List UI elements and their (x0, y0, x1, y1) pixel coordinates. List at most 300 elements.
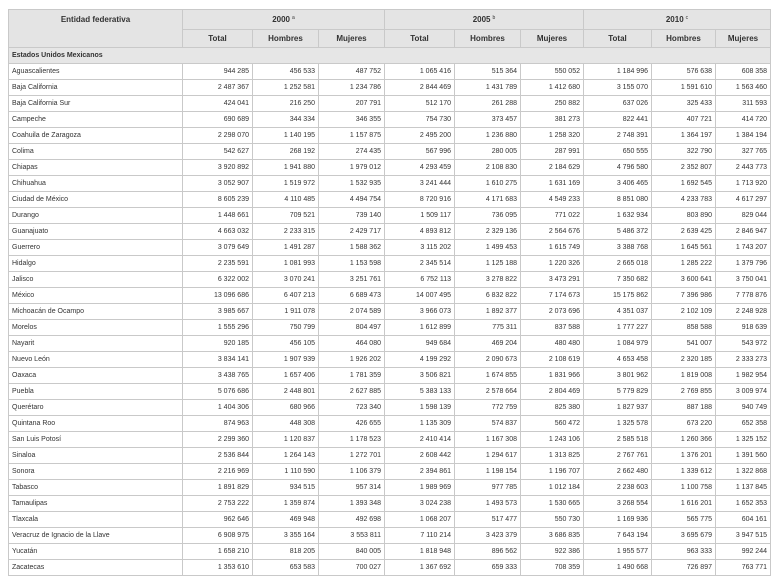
table-row (9, 176, 771, 192)
population-cell: 922 386 (521, 544, 584, 560)
population-cell: 1 065 416 (385, 64, 455, 80)
population-cell: 2 585 518 (584, 432, 652, 448)
population-cell: 1 657 406 (253, 368, 319, 384)
population-cell: 1 610 275 (455, 176, 521, 192)
table-row (9, 80, 771, 96)
population-cell: 2 627 885 (319, 384, 385, 400)
population-cell: 517 477 (455, 512, 521, 528)
population-cell: 818 205 (253, 544, 319, 560)
population-cell: 207 791 (319, 96, 385, 112)
year-note: b (492, 15, 496, 21)
table-row (9, 112, 771, 128)
population-cell: 1 110 590 (253, 464, 319, 480)
population-cell: 2 184 629 (521, 160, 584, 176)
table-row (9, 352, 771, 368)
population-cell: 1 652 353 (716, 496, 771, 512)
state-name: Tamaulipas (9, 496, 183, 512)
population-cell: 1 431 789 (455, 80, 521, 96)
state-name: Tlaxcala (9, 512, 183, 528)
population-cell: 14 007 495 (385, 288, 455, 304)
state-name: Campeche (9, 112, 183, 128)
population-cell: 560 472 (521, 416, 584, 432)
population-cell: 1 294 617 (455, 448, 521, 464)
population-cell: 1 827 937 (584, 400, 652, 416)
population-cell: 515 364 (455, 64, 521, 80)
population-cell: 1 272 701 (319, 448, 385, 464)
population-cell: 426 655 (319, 416, 385, 432)
population-cell: 700 027 (319, 560, 385, 576)
population-cell: 1 588 362 (319, 240, 385, 256)
population-cell: 2 564 676 (521, 224, 584, 240)
population-cell: 1 692 545 (652, 176, 716, 192)
population-cell: 456 105 (253, 336, 319, 352)
population-cell: 2 487 367 (183, 80, 253, 96)
population-cell: 750 799 (253, 320, 319, 336)
population-cell: 1 404 306 (183, 400, 253, 416)
population-cell: 1 555 296 (183, 320, 253, 336)
population-cell: 1 184 996 (584, 64, 652, 80)
table-row (9, 160, 771, 176)
population-cell: 4 663 032 (183, 224, 253, 240)
population-cell: 3 115 202 (385, 240, 455, 256)
population-cell: 1 012 184 (521, 480, 584, 496)
population-cell: 1 140 195 (253, 128, 319, 144)
population-cell: 346 355 (319, 112, 385, 128)
table-row (9, 560, 771, 576)
population-cell: 541 007 (652, 336, 716, 352)
population-cell: 962 646 (183, 512, 253, 528)
population-cell: 3 241 444 (385, 176, 455, 192)
year-header-2005 (385, 10, 584, 30)
population-cell: 2 090 673 (455, 352, 521, 368)
population-cell: 4 233 783 (652, 192, 716, 208)
population-cell: 4 351 037 (584, 304, 652, 320)
population-cell: 1 135 309 (385, 416, 455, 432)
population-cell: 736 095 (455, 208, 521, 224)
state-name: Michoacán de Ocampo (9, 304, 183, 320)
population-cell: 1 979 012 (319, 160, 385, 176)
population-cell: 957 314 (319, 480, 385, 496)
population-cell: 2 352 807 (652, 160, 716, 176)
population-cell: 940 749 (716, 400, 771, 416)
population-cell: 6 689 473 (319, 288, 385, 304)
population-cell: 1 982 954 (716, 368, 771, 384)
population-cell: 414 720 (716, 112, 771, 128)
population-cell: 5 076 686 (183, 384, 253, 400)
population-cell: 567 996 (385, 144, 455, 160)
population-cell: 1 359 874 (253, 496, 319, 512)
population-cell: 1 084 979 (584, 336, 652, 352)
state-name: Veracruz de Ignacio de la Llave (9, 528, 183, 544)
population-cell: 1 926 202 (319, 352, 385, 368)
population-cell: 2 410 414 (385, 432, 455, 448)
population-cell: 3 052 907 (183, 176, 253, 192)
population-cell: 1 499 453 (455, 240, 521, 256)
population-cell: 424 041 (183, 96, 253, 112)
table-row (9, 544, 771, 560)
population-cell: 550 052 (521, 64, 584, 80)
population-cell: 2 216 969 (183, 464, 253, 480)
state-name: Puebla (9, 384, 183, 400)
population-cell: 5 486 372 (584, 224, 652, 240)
population-cell: 963 333 (652, 544, 716, 560)
population-cell: 1 616 201 (652, 496, 716, 512)
state-name: Sinaloa (9, 448, 183, 464)
population-table-container (8, 9, 770, 576)
population-cell: 576 638 (652, 64, 716, 80)
population-cell: 2 074 589 (319, 304, 385, 320)
population-cell: 887 188 (652, 400, 716, 416)
population-cell: 3 423 379 (455, 528, 521, 544)
population-cell: 3 079 649 (183, 240, 253, 256)
population-cell: 920 185 (183, 336, 253, 352)
population-cell: 763 771 (716, 560, 771, 576)
population-cell: 4 653 458 (584, 352, 652, 368)
population-cell: 3 268 554 (584, 496, 652, 512)
table-row (9, 512, 771, 528)
population-cell: 3 920 892 (183, 160, 253, 176)
population-cell: 1 631 169 (521, 176, 584, 192)
col-hombres: Hombres (652, 30, 716, 48)
population-cell: 1 911 078 (253, 304, 319, 320)
population-cell: 772 759 (455, 400, 521, 416)
population-cell: 1 120 837 (253, 432, 319, 448)
population-cell: 487 752 (319, 64, 385, 80)
population-cell: 7 174 673 (521, 288, 584, 304)
population-cell: 1 819 008 (652, 368, 716, 384)
population-cell: 574 837 (455, 416, 521, 432)
population-cell: 3 966 073 (385, 304, 455, 320)
population-cell: 944 285 (183, 64, 253, 80)
year-note: c (685, 15, 689, 21)
population-cell: 3 506 821 (385, 368, 455, 384)
table-row (9, 208, 771, 224)
population-cell: 934 515 (253, 480, 319, 496)
state-name: San Luis Potosí (9, 432, 183, 448)
population-cell: 822 441 (584, 112, 652, 128)
population-cell: 1 384 194 (716, 128, 771, 144)
population-cell: 3 686 835 (521, 528, 584, 544)
population-cell: 1 198 154 (455, 464, 521, 480)
population-cell: 2 844 469 (385, 80, 455, 96)
table-row (9, 240, 771, 256)
table-row (9, 256, 771, 272)
population-cell: 1 563 460 (716, 80, 771, 96)
population-cell: 3 388 768 (584, 240, 652, 256)
population-cell: 1 777 227 (584, 320, 652, 336)
population-cell: 1 781 359 (319, 368, 385, 384)
population-cell: 1 941 880 (253, 160, 319, 176)
population-cell: 653 583 (253, 560, 319, 576)
population-cell: 1 137 845 (716, 480, 771, 496)
population-cell: 6 752 113 (385, 272, 455, 288)
population-cell: 2 299 360 (183, 432, 253, 448)
population-cell: 1 530 665 (521, 496, 584, 512)
population-cell: 3 155 070 (584, 80, 652, 96)
population-cell: 3 278 822 (455, 272, 521, 288)
population-cell: 992 244 (716, 544, 771, 560)
population-cell: 2 238 603 (584, 480, 652, 496)
population-cell: 287 991 (521, 144, 584, 160)
year-label: 2005 (472, 15, 491, 24)
population-cell: 659 333 (455, 560, 521, 576)
population-cell: 650 555 (584, 144, 652, 160)
population-cell: 918 639 (716, 320, 771, 336)
table-row (9, 224, 771, 240)
state-name: Oaxaca (9, 368, 183, 384)
state-name: Yucatán (9, 544, 183, 560)
population-cell: 754 730 (385, 112, 455, 128)
population-cell: 1 153 598 (319, 256, 385, 272)
population-cell: 1 490 668 (584, 560, 652, 576)
population-cell: 373 457 (455, 112, 521, 128)
population-cell: 1 081 993 (253, 256, 319, 272)
population-cell: 8 851 080 (584, 192, 652, 208)
population-cell: 652 358 (716, 416, 771, 432)
population-cell: 4 110 485 (253, 192, 319, 208)
population-cell: 280 005 (455, 144, 521, 160)
year-header-2010 (584, 10, 771, 30)
population-cell: 1 258 320 (521, 128, 584, 144)
population-cell: 344 334 (253, 112, 319, 128)
table-row (9, 96, 771, 112)
population-cell: 1 818 948 (385, 544, 455, 560)
population-cell: 6 407 213 (253, 288, 319, 304)
population-cell: 1 713 920 (716, 176, 771, 192)
population-cell: 1 519 972 (253, 176, 319, 192)
population-cell: 690 689 (183, 112, 253, 128)
population-cell: 829 044 (716, 208, 771, 224)
population-cell: 2 233 315 (253, 224, 319, 240)
population-cell: 1 393 348 (319, 496, 385, 512)
population-cell: 1 412 680 (521, 80, 584, 96)
population-cell: 5 383 133 (385, 384, 455, 400)
population-cell: 407 721 (652, 112, 716, 128)
population-cell: 1 658 210 (183, 544, 253, 560)
population-cell: 1 252 581 (253, 80, 319, 96)
population-cell: 4 796 580 (584, 160, 652, 176)
population-cell: 1 178 523 (319, 432, 385, 448)
population-cell: 8 605 239 (183, 192, 253, 208)
population-cell: 1 391 560 (716, 448, 771, 464)
population-cell: 1 220 326 (521, 256, 584, 272)
population-cell: 2 329 136 (455, 224, 521, 240)
col-hombres: Hombres (455, 30, 521, 48)
population-cell: 325 433 (652, 96, 716, 112)
col-hombres: Hombres (253, 30, 319, 48)
table-row (9, 416, 771, 432)
population-cell: 543 972 (716, 336, 771, 352)
table-row (9, 64, 771, 80)
population-cell: 2 333 273 (716, 352, 771, 368)
population-cell: 3 024 238 (385, 496, 455, 512)
population-cell: 2 320 185 (652, 352, 716, 368)
state-name: Coahuila de Zaragoza (9, 128, 183, 144)
population-cell: 1 379 796 (716, 256, 771, 272)
population-cell: 3 438 765 (183, 368, 253, 384)
population-cell: 1 100 758 (652, 480, 716, 496)
state-name: Morelos (9, 320, 183, 336)
population-cell: 723 340 (319, 400, 385, 416)
population-cell: 4 549 233 (521, 192, 584, 208)
population-cell: 3 834 141 (183, 352, 253, 368)
population-cell: 2 495 200 (385, 128, 455, 144)
col-total: Total (183, 30, 253, 48)
population-cell: 840 005 (319, 544, 385, 560)
state-name: Durango (9, 208, 183, 224)
population-cell: 2 073 696 (521, 304, 584, 320)
population-cell: 4 893 812 (385, 224, 455, 240)
year-label: 2000 (272, 15, 290, 24)
population-cell: 2 429 717 (319, 224, 385, 240)
population-cell: 1 364 197 (652, 128, 716, 144)
population-cell: 480 480 (521, 336, 584, 352)
state-name: Chiapas (9, 160, 183, 176)
population-cell: 1 264 143 (253, 448, 319, 464)
state-name: Sonora (9, 464, 183, 480)
population-cell: 804 497 (319, 320, 385, 336)
population-cell: 1 236 880 (455, 128, 521, 144)
state-name: México (9, 288, 183, 304)
population-cell: 2 608 442 (385, 448, 455, 464)
population-cell: 250 882 (521, 96, 584, 112)
population-cell: 274 435 (319, 144, 385, 160)
population-cell: 3 355 164 (253, 528, 319, 544)
col-mujeres: Mujeres (716, 30, 771, 48)
table-row (9, 272, 771, 288)
table-row (9, 336, 771, 352)
population-cell: 3 251 761 (319, 272, 385, 288)
population-cell: 1 591 610 (652, 80, 716, 96)
population-cell: 1 376 201 (652, 448, 716, 464)
table-row (9, 320, 771, 336)
state-name: Chihuahua (9, 176, 183, 192)
population-cell: 2 448 801 (253, 384, 319, 400)
population-cell: 1 645 561 (652, 240, 716, 256)
population-cell: 2 769 855 (652, 384, 716, 400)
table-row (9, 432, 771, 448)
population-cell: 8 720 916 (385, 192, 455, 208)
state-name: Tabasco (9, 480, 183, 496)
population-cell: 1 532 935 (319, 176, 385, 192)
population-cell: 3 473 291 (521, 272, 584, 288)
state-name: Jalisco (9, 272, 183, 288)
population-cell: 15 175 862 (584, 288, 652, 304)
population-cell: 2 108 619 (521, 352, 584, 368)
population-cell: 1 339 612 (652, 464, 716, 480)
population-cell: 2 394 861 (385, 464, 455, 480)
state-name: Guanajuato (9, 224, 183, 240)
population-cell: 803 890 (652, 208, 716, 224)
population-cell: 6 908 975 (183, 528, 253, 544)
population-cell: 469 204 (455, 336, 521, 352)
population-cell: 949 684 (385, 336, 455, 352)
population-cell: 7 643 194 (584, 528, 652, 544)
population-cell: 2 846 947 (716, 224, 771, 240)
population-cell: 7 110 214 (385, 528, 455, 544)
population-cell: 2 248 928 (716, 304, 771, 320)
population-cell: 858 588 (652, 320, 716, 336)
population-cell: 2 753 222 (183, 496, 253, 512)
population-cell: 7 778 876 (716, 288, 771, 304)
population-cell: 1 125 188 (455, 256, 521, 272)
table-row (9, 192, 771, 208)
table-row (9, 384, 771, 400)
table-row (9, 368, 771, 384)
state-name: Hidalgo (9, 256, 183, 272)
population-cell: 4 494 754 (319, 192, 385, 208)
population-cell: 1 598 139 (385, 400, 455, 416)
col-mujeres: Mujeres (521, 30, 584, 48)
population-cell: 3 070 241 (253, 272, 319, 288)
population-cell: 3 947 515 (716, 528, 771, 544)
population-cell: 1 615 749 (521, 240, 584, 256)
population-cell: 327 765 (716, 144, 771, 160)
population-cell: 1 196 707 (521, 464, 584, 480)
population-cell: 4 199 292 (385, 352, 455, 368)
population-cell: 1 106 379 (319, 464, 385, 480)
population-cell: 1 493 573 (455, 496, 521, 512)
state-name: Zacatecas (9, 560, 183, 576)
population-cell: 7 350 682 (584, 272, 652, 288)
population-cell: 4 617 297 (716, 192, 771, 208)
population-cell: 1 068 207 (385, 512, 455, 528)
state-name: Ciudad de México (9, 192, 183, 208)
population-cell: 771 022 (521, 208, 584, 224)
population-cell: 1 743 207 (716, 240, 771, 256)
population-cell: 469 948 (253, 512, 319, 528)
table-row (9, 480, 771, 496)
state-name: Guerrero (9, 240, 183, 256)
population-cell: 5 779 829 (584, 384, 652, 400)
population-cell: 3 009 974 (716, 384, 771, 400)
population-cell: 2 804 469 (521, 384, 584, 400)
population-cell: 3 985 667 (183, 304, 253, 320)
population-cell: 6 832 822 (455, 288, 521, 304)
population-cell: 1 285 222 (652, 256, 716, 272)
population-cell: 2 662 480 (584, 464, 652, 480)
header-row-years (9, 10, 771, 30)
population-cell: 1 448 661 (183, 208, 253, 224)
population-cell: 542 627 (183, 144, 253, 160)
population-cell: 1 892 377 (455, 304, 521, 320)
population-cell: 2 767 761 (584, 448, 652, 464)
year-header-2000 (183, 10, 385, 30)
table-row (9, 144, 771, 160)
population-cell: 2 102 109 (652, 304, 716, 320)
population-cell: 1 260 366 (652, 432, 716, 448)
population-cell: 1 831 966 (521, 368, 584, 384)
population-cell: 4 293 459 (385, 160, 455, 176)
population-cell: 2 443 773 (716, 160, 771, 176)
population-cell: 637 026 (584, 96, 652, 112)
population-cell: 837 588 (521, 320, 584, 336)
population-cell: 1 612 899 (385, 320, 455, 336)
population-cell: 1 322 868 (716, 464, 771, 480)
population-cell: 261 288 (455, 96, 521, 112)
population-cell: 775 311 (455, 320, 521, 336)
population-cell: 1 509 117 (385, 208, 455, 224)
population-cell: 604 161 (716, 512, 771, 528)
population-cell: 2 536 844 (183, 448, 253, 464)
table-row (9, 128, 771, 144)
population-cell: 311 593 (716, 96, 771, 112)
population-cell: 1 325 578 (584, 416, 652, 432)
population-cell: 381 273 (521, 112, 584, 128)
population-cell: 550 730 (521, 512, 584, 528)
table-row (9, 304, 771, 320)
table-row (9, 496, 771, 512)
